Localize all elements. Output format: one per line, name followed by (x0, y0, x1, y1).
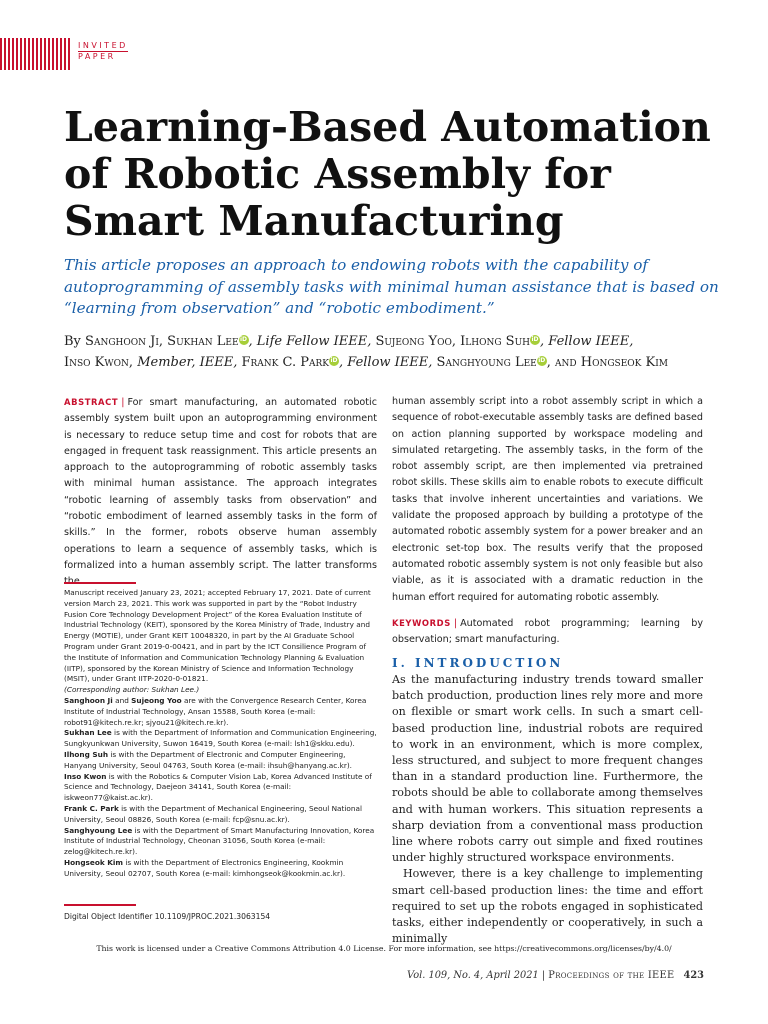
author-by: By (64, 334, 81, 349)
orcid-icon[interactable]: iD (239, 336, 248, 343)
keywords-text: Automated robot programming; learning by observation; smart manufacturing. (392, 617, 703, 646)
manuscript-note: Manuscript received January 23, 2021; accepted February 17, 2021. Date of current version March 23, 2021. This work was supported in part by the “Robot Industry Fusion Core Technology Development Project” of the Korea Evaluation Institute of Industrial Technology (KEIT), sponsored by the Korea Ministry of Trade, Industry and Energy (MOTIE), under Grant KEIT 10048320, in part by the AI Graduate School Program under Grant 2019-0-00421, and in part by the ICT Consilience Program of the Institute of Information and Communication Technology Planning & Evaluation (IITP), sponsored by the Korean Ministry of Science and Information Technology (MSIT), under Grant IITP-2020-0-01821. (64, 588, 371, 684)
affil-name: Sanghoon Ji (64, 695, 113, 705)
journal-name: Proceedings of the IEEE (548, 970, 675, 981)
author-2: Sukhan Lee (167, 334, 239, 349)
affil-text: is with the Department of Mechanical Engineering, Seoul National University, Seoul 08826, South Korea (e-mail: fcp@snu.ac.kr). (64, 803, 362, 824)
license-notice: This work is licensed under a Creative Commons Attribution 4.0 License. For more information, see https://creativecommons.org/licenses/by/4.0/ (96, 944, 672, 953)
keywords-label: KEYWORDS (392, 617, 451, 628)
affil-name: Sukhan Lee (64, 728, 112, 738)
affil-text: is with the Department of Electronic and Computer Engineering, Hanyang University, Seoul 04763, South Korea (e-mail: ihsuh@hanyang.ac.kr). (64, 749, 352, 770)
corresponding-author: (Corresponding author: Sukhan Lee.) (64, 685, 200, 695)
affiliation-1 (64, 696, 378, 728)
doi-identifier[interactable]: Digital Object Identifier 10.1109/JPROC.2021.3063154 (64, 912, 271, 921)
intro-paragraph-1: As the manufacturing industry trends toward smaller batch production, production lines rely more and more on flexible or smart work cells. In such a smart cell-based production line, industrial robots are required to work in an environment, which is more complex, less structured, and subject to more frequent changes than in a standard production line. Furthermore, the robots should be able to collaborate among themselves and with human workers. This situation represents a sharp deviation from a conventional mass production line where robots carry out simple and fixed routines under highly structured workspace environments. (392, 673, 703, 865)
doi-divider (64, 904, 136, 906)
author-7-suffix: , and (546, 355, 577, 370)
author-3: Sujeong Yoo, (375, 334, 456, 349)
affiliation-3 (64, 750, 378, 772)
author-1: Sanghoon Ji, (85, 334, 164, 349)
affil-name: Sujeong Yoo (131, 695, 182, 705)
affiliation-6 (64, 826, 378, 858)
orcid-icon[interactable]: iD (531, 336, 539, 343)
orcid-icon[interactable]: iD (538, 357, 546, 364)
abstract-left-column (64, 394, 377, 591)
author-list (64, 331, 744, 373)
author-2-suffix: , Life Fellow IEEE, (248, 334, 372, 349)
affil-text: is with the Department of Electronics Engineering, Kookmin University, Seoul 02707, South Korea (e-mail: kimhongseok@kookmin.ac.kr). (64, 857, 346, 878)
badge-line2: PAPER (78, 52, 116, 61)
author-5-suffix: Member, IEEE, (137, 355, 238, 370)
abstract-text-right: human assembly script into a robot assembly script in which a sequence of robot-executable assembly tasks are defined based on action planning supported by workspace modeling and simulated retargeting. The assembly tasks, in the form of the robot assembly script, are then implemented via pretrained robot skills. These skills aim to enable robots to execute difficult tasks that involve inherent uncertainties and variations. We validate the proposed approach by building a prototype of the automated robotic assembly system for a power breaker and an electronic set-top box. The results verify that the proposed automated robotic assembly system is not only feasible but also viable, as it is associated with a dramatic reduction in the human effort required for automating robotic assembly. (392, 396, 703, 603)
badge-line1: INVITED (78, 41, 128, 50)
keywords-paragraph (392, 615, 703, 649)
author-4-suffix: , Fellow IEEE, (540, 334, 634, 349)
affiliation-4 (64, 772, 378, 804)
author-7: Sanghyoung Lee (436, 355, 537, 370)
section-heading-introduction: I. INTRODUCTION (392, 656, 564, 670)
author-8: Hongseok Kim (580, 355, 668, 370)
abstract-sep: | (121, 397, 125, 408)
affil-name: Frank C. Park (64, 803, 119, 813)
abstract-text-left: For smart manufacturing, an automated robotic assembly system built upon an autoprogramming environment is necessary to reduce setup time and cost for robots that are engaged in frequent task reassignment. This article presents an approach to the autoprogramming of robotic assembly tasks with minimal human assistance. The approach integrates “robotic learning of assembly tasks from observation” and “robotic embodiment of learned assembly tasks in the form of skills.” In the former, robots observe human assembly operations to learn a sequence of assembly tasks, which is formalized into a human assembly script. The latter transforms the (64, 397, 377, 588)
footnotes (64, 588, 378, 880)
footnote-divider (64, 582, 136, 584)
abstract-right-column (392, 394, 703, 648)
volume-info: Vol. 109, No. 4, April 2021 (407, 970, 539, 981)
page-number: 423 (683, 970, 704, 981)
intro-paragraph-2: However, there is a key challenge to implementing smart cell-based production lines: the time and effort required to set up the robots engaged in sophisticated tasks, either independently or cooperatively, in such a minimally (392, 867, 703, 946)
affiliation-7 (64, 858, 378, 880)
introduction-body (392, 672, 703, 947)
affil-text: is with the Department of Smart Manufacturing Innovation, Korea Institute of Industrial Technology, Cheonan 31056, South Korea (e-mail: zelog@kitech.re.kr). (64, 825, 375, 857)
affil-name: Ilhong Suh (64, 749, 109, 759)
affil-name: Inso Kwon (64, 771, 107, 781)
abstract-label: ABSTRACT (64, 397, 119, 407)
badge-divider (78, 51, 128, 52)
affil-text: is with the Department of Information and Communication Engineering, Sungkyunkwan University, Suwon 16419, South Korea (e-mail: lsh1@skku.edu). (64, 728, 377, 749)
author-4: Ilhong Suh (460, 334, 530, 349)
affil-text: is with the Robotics & Computer Vision Lab, Korea Advanced Institute of Science and Technology, Daejeon 34141, South Korea (e-mail: iskweon77@kaist.ac.kr). (64, 771, 372, 803)
paper-subtitle: This article proposes an approach to endowing robots with the capability of autoprogramming of assembly tasks with minimal human assistance that is based on “learning from observation” and “robotic embodiment.” (64, 256, 719, 317)
affiliation-2 (64, 728, 378, 750)
affil-and: and (112, 695, 132, 705)
page-footer (407, 970, 704, 981)
abstract-paragraph (64, 394, 377, 591)
footer-sep: | (541, 970, 546, 981)
affil-name: Sanghyoung Lee (64, 825, 133, 835)
author-6-suffix: , Fellow IEEE, (339, 355, 433, 370)
affil-name: Hongseok Kim (64, 857, 123, 867)
author-5: Inso Kwon, (64, 355, 134, 370)
orcid-icon[interactable]: iD (330, 357, 338, 364)
paper-title: Learning-Based Automation of Robotic Assembly for Smart Manufacturing (64, 103, 711, 245)
author-6: Frank C. Park (241, 355, 329, 370)
affiliation-5 (64, 804, 378, 826)
keywords-sep: | (453, 617, 458, 629)
invited-paper-stripes (0, 38, 72, 70)
affil-text: are with the Convergence Research Center, Korea Institute of Industrial Technology, Ansan 15588, South Korea (e-mail: robot91@kitech.re.kr; sjyou21@kitech.re.kr). (64, 695, 367, 727)
